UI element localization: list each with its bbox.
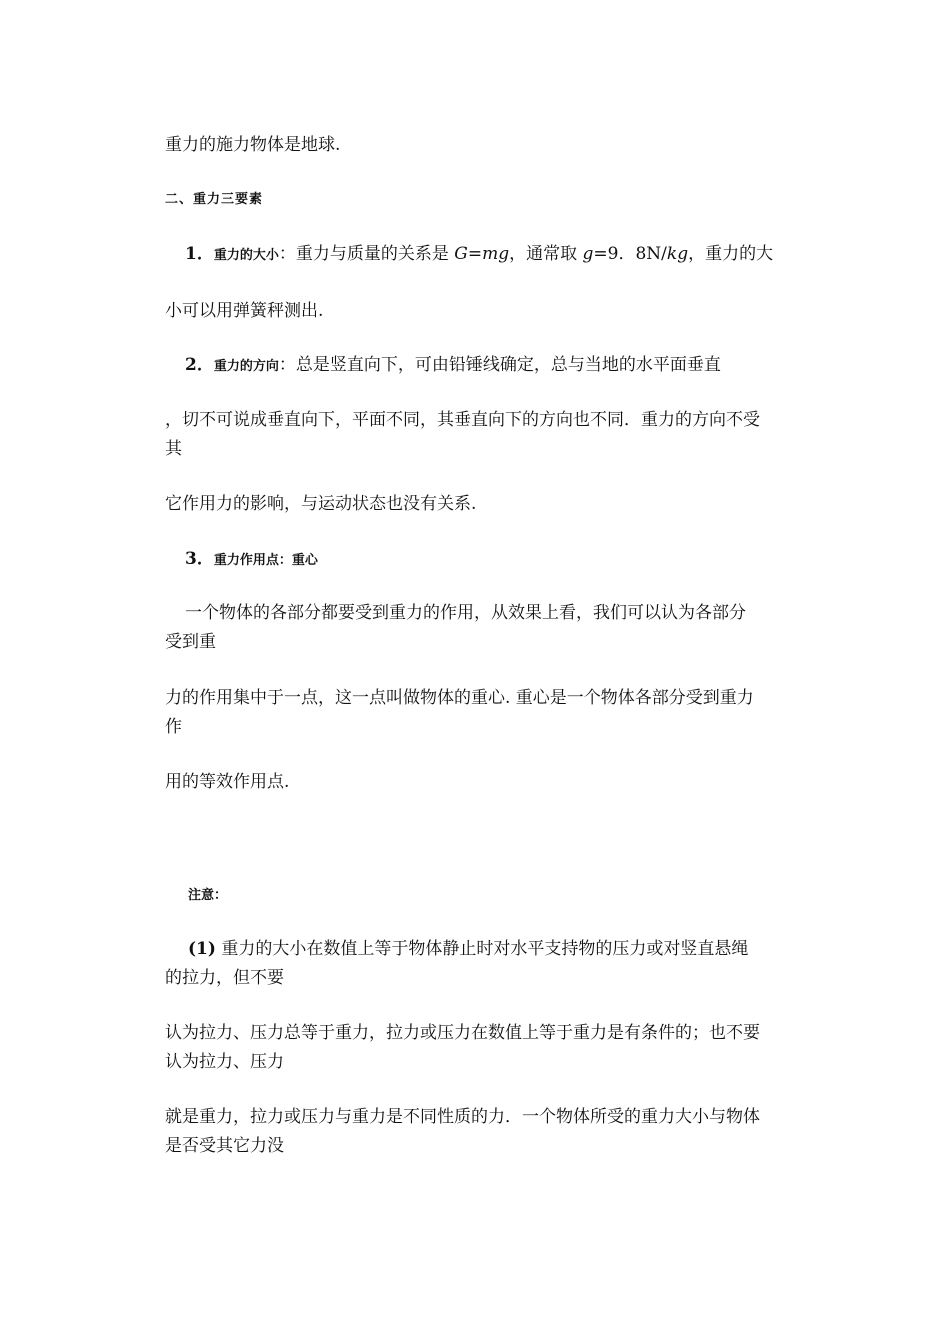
paragraph-3 bbox=[185, 545, 810, 575]
text-span: ：重力与质量的关系是 bbox=[278, 244, 455, 264]
text-span: =9．8N/ bbox=[593, 244, 667, 264]
text-line: 是否受其它力没 bbox=[165, 1136, 284, 1156]
text-span: ，通常取 bbox=[509, 244, 583, 264]
text-line: 认为拉力、压力总等于重力，拉力或压力在数值上等于重力是有条件的；也不要 bbox=[165, 1023, 760, 1043]
text-line: 力的作用集中于一点，这一点叫做物体的重心. 重心是一个物体各部分受到重力 bbox=[165, 688, 754, 708]
text-line: ，切不可说成垂直向下，平面不同，其垂直向下的方向也不同．重力的方向不受 bbox=[165, 410, 760, 430]
formula-symbol: mg bbox=[482, 244, 510, 264]
text-span: ，重力的大 bbox=[688, 244, 774, 264]
text-span: ：总是竖直向下，可由铅锤线确定，总与当地的水平面垂直 bbox=[278, 355, 721, 375]
formula-symbol: = bbox=[467, 244, 483, 264]
text-line: 用的等效作用点. bbox=[165, 772, 290, 792]
text-line: 一个物体的各部分都要受到重力的作用，从效果上看，我们可以认为各部分 bbox=[185, 603, 746, 623]
text-line: 受到重 bbox=[165, 632, 216, 652]
text-span: 重力的大小在数值上等于物体静止时对水平支持物的压力或对竖直悬绳 bbox=[215, 939, 749, 959]
paragraph-1 bbox=[185, 240, 810, 270]
note-label: 注意： bbox=[188, 888, 228, 903]
text-line: 其 bbox=[165, 439, 182, 459]
formula-symbol: G bbox=[454, 244, 468, 264]
paragraph-2 bbox=[185, 351, 810, 381]
text-line: 就是重力，拉力或压力与重力是不同性质的力．一个物体所受的重力大小与物体 bbox=[165, 1107, 760, 1127]
text-line: 小可以用弹簧秤测出. bbox=[165, 301, 324, 321]
text-line: 的拉力，但不要 bbox=[165, 968, 284, 988]
item-number: 1． bbox=[185, 244, 214, 264]
text-line: 它作用力的影响，与运动状态也没有关系. bbox=[165, 494, 477, 514]
text-line: 认为拉力、压力 bbox=[165, 1052, 284, 1072]
subheading: 重力的方向 bbox=[213, 359, 279, 374]
item-number: (1) bbox=[188, 939, 216, 959]
formula-symbol: kg bbox=[666, 244, 689, 264]
formula-symbol: g bbox=[582, 244, 594, 264]
section-heading: 二、重力三要素 bbox=[165, 192, 264, 207]
text-line: 作 bbox=[165, 717, 182, 737]
note-paragraph bbox=[188, 935, 813, 963]
item-number: 3． bbox=[185, 549, 214, 569]
text-line: 重力的施力物体是地球. bbox=[165, 135, 341, 155]
subheading: 重力的大小 bbox=[213, 248, 279, 263]
item-number: 2． bbox=[185, 355, 214, 375]
subheading: 重力作用点：重心 bbox=[213, 553, 318, 568]
